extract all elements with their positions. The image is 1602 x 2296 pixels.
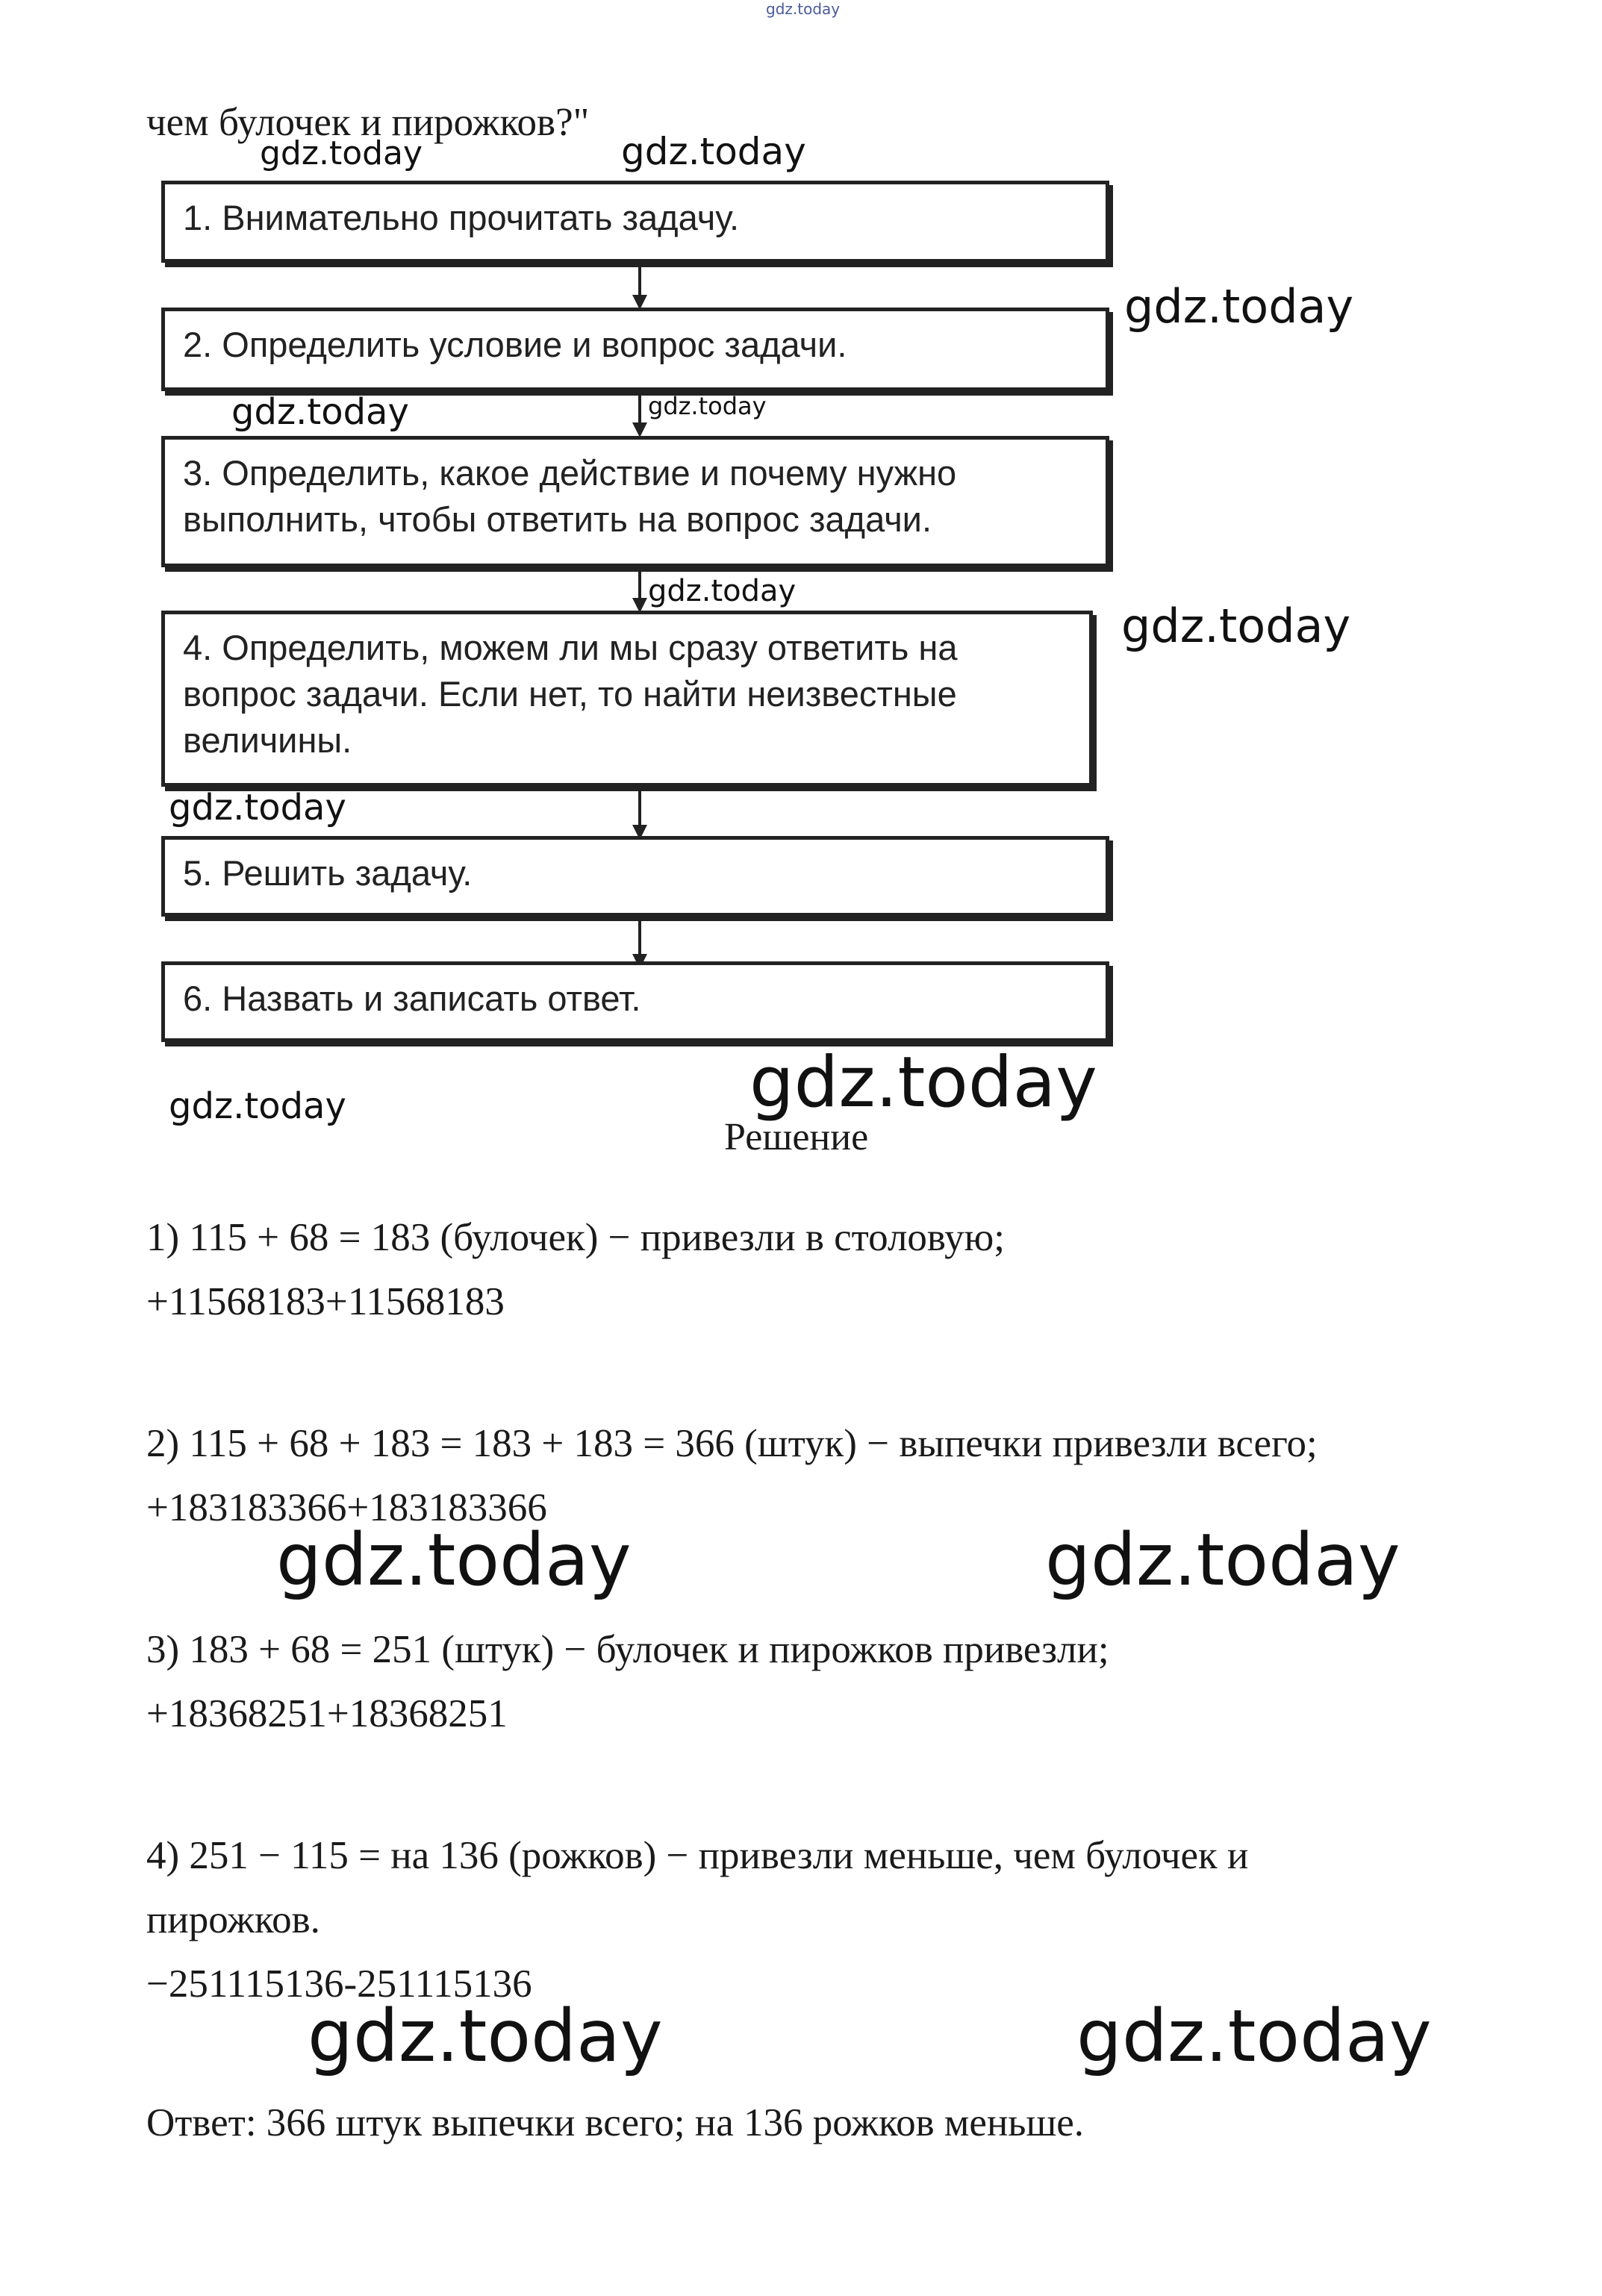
- watermark: gdz.today: [1076, 1994, 1432, 2078]
- arrow-connector: [638, 266, 641, 296]
- solution-line-4: 4) 251 − 115 = на 136 (рожков) − привезли меньше, чем булочек и: [146, 1834, 1249, 1877]
- flowchart-step-5: 5. Решить задачу.: [161, 836, 1109, 917]
- watermark: gdz.today: [621, 130, 806, 173]
- watermark: gdz.today: [1121, 599, 1351, 653]
- watermark: gdz.today: [766, 0, 841, 18]
- watermark: gdz.today: [1045, 1518, 1400, 1602]
- watermark: gdz.today: [648, 574, 797, 608]
- solution-calc-3: +18368251+18368251: [146, 1692, 508, 1735]
- flowchart-step-6: 6. Назвать и записать ответ.: [161, 961, 1109, 1042]
- watermark: gdz.today: [260, 134, 423, 172]
- solution-line-2: 2) 115 + 68 + 183 = 183 + 183 = 366 (штук) − выпечки привезли всего;: [146, 1422, 1318, 1465]
- watermark: gdz.today: [1124, 279, 1354, 334]
- arrow-connector: [638, 790, 641, 828]
- watermark: gdz.today: [308, 1994, 663, 2078]
- solution-line-4-cont: пирожков.: [146, 1898, 320, 1941]
- watermark: gdz.today: [169, 1085, 346, 1127]
- flowchart-step-3: 3. Определить, какое действие и почему нужно выполнить, чтобы ответить на вопрос задачи.: [161, 436, 1109, 567]
- flowchart-step-1: 1. Внимательно прочитать задачу.: [161, 181, 1109, 263]
- flowchart-step-4: 4. Определить, можем ли мы сразу ответить на вопрос задачи. Если нет, то найти неизвестные величины.: [161, 611, 1093, 787]
- solution-calc-2: +183183366+183183366: [146, 1486, 547, 1529]
- flowchart-step-2: 2. Определить условие и вопрос задачи.: [161, 308, 1109, 391]
- solution-calc-1: +11568183+11568183: [146, 1280, 505, 1323]
- solution-line-3: 3) 183 + 68 = 251 (штук) − булочек и пирожков привезли;: [146, 1628, 1109, 1671]
- header-fragment: чем булочек и пирожков?": [146, 101, 590, 144]
- watermark: gdz.today: [169, 787, 346, 829]
- watermark: gdz.today: [276, 1518, 632, 1602]
- watermark: gdz.today: [648, 392, 767, 420]
- watermark: gdz.today: [749, 1042, 1097, 1123]
- arrow-down-icon: [632, 422, 647, 437]
- solution-line-1: 1) 115 + 68 = 183 (булочек) − привезли в столовую;: [146, 1216, 1005, 1259]
- solution-calc-4: −251115136-251115136: [146, 1962, 532, 2006]
- watermark: gdz.today: [231, 391, 409, 433]
- arrow-connector: [638, 395, 641, 425]
- solution-heading: Решение: [724, 1116, 869, 1158]
- answer-text: Ответ: 366 штук выпечки всего; на 136 рожков меньше.: [146, 2101, 1085, 2144]
- arrow-connector: [638, 571, 641, 601]
- arrow-connector: [638, 920, 641, 958]
